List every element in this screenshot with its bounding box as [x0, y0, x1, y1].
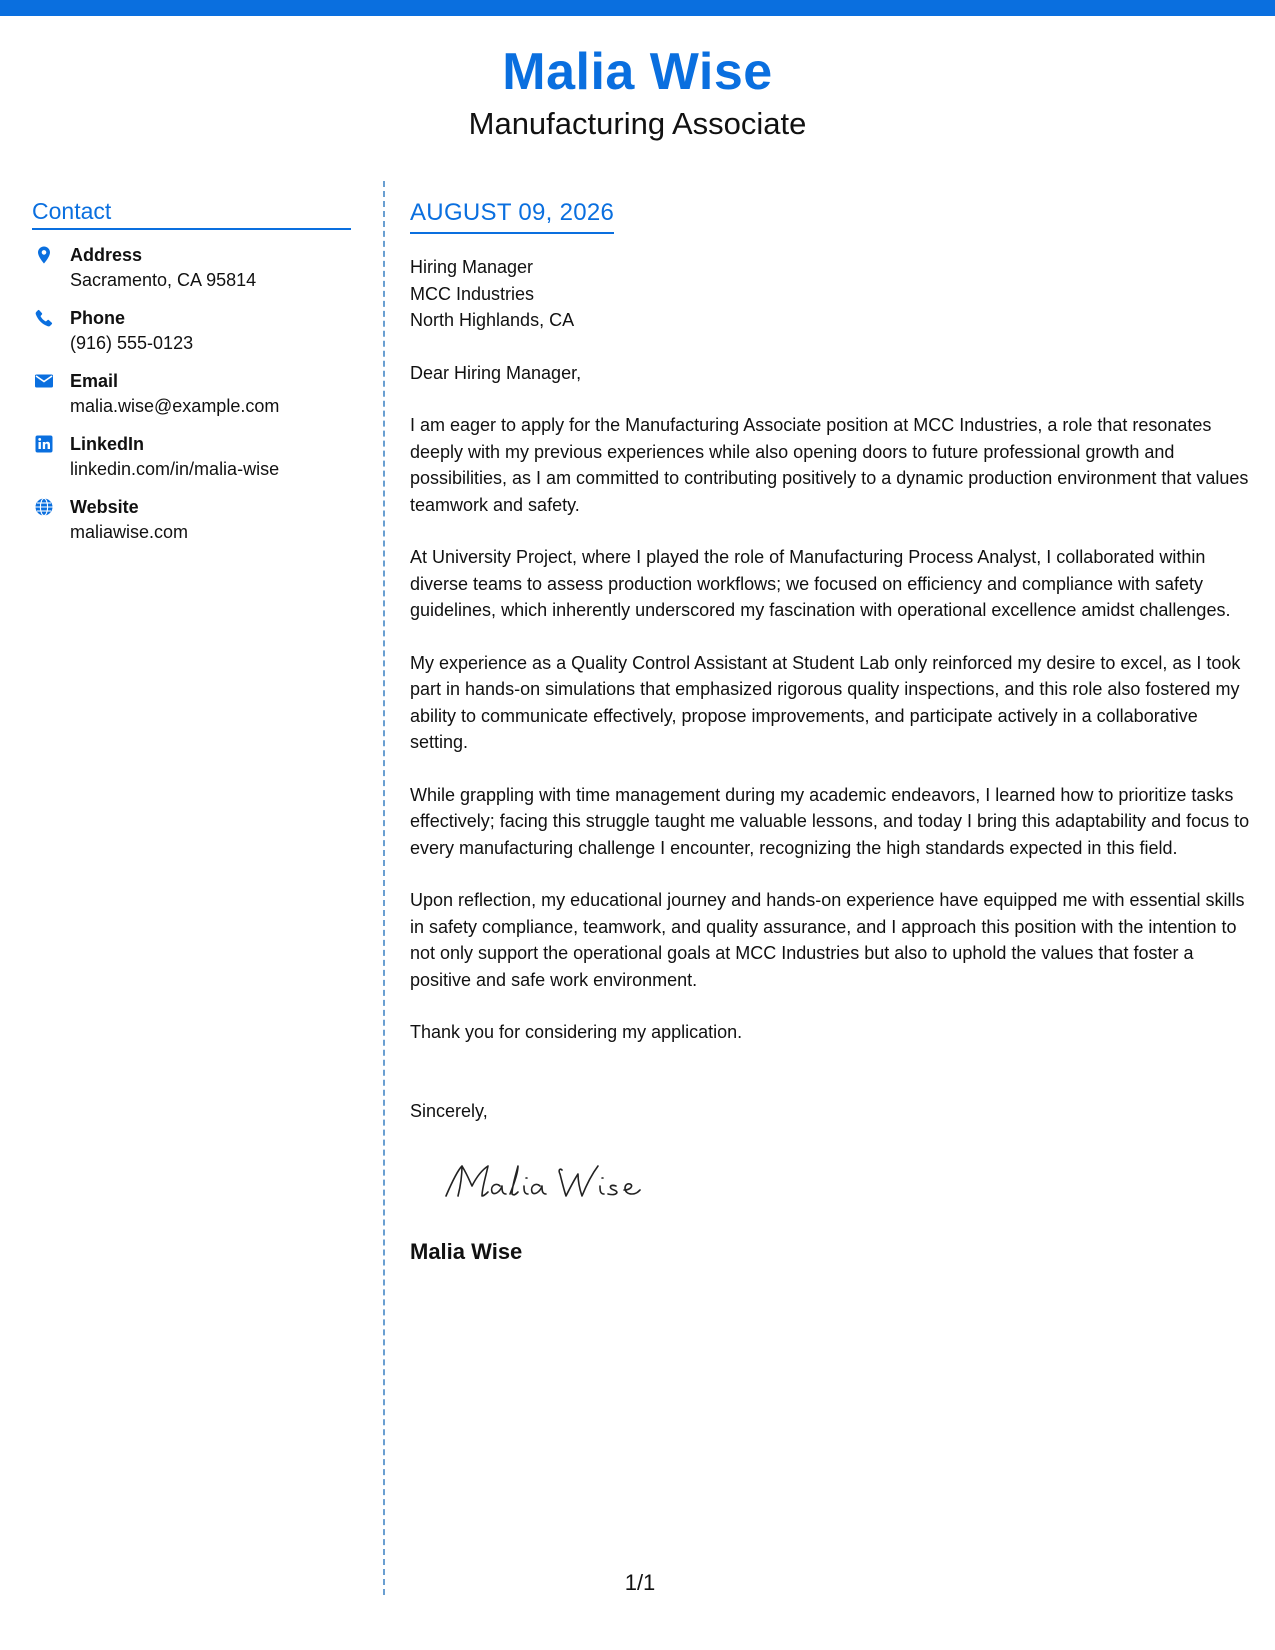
- recipient-block: [410, 254, 1250, 334]
- closing-salutation: Sincerely,: [410, 1100, 488, 1121]
- letter-body: [410, 196, 1250, 1267]
- closing-thanks: Thank you for considering my application.: [410, 1022, 743, 1042]
- body-paragraph: At University Project, where I played the role of Manufacturing Process Analyst, I collaborated within diverse teams to assess production workflows; we focused on efficiency and compliance with safety guidelines, which inherently underscored my fascination with operational excellence amidst challenges.: [410, 547, 1231, 620]
- contact-value[interactable]: linkedin.com/in/malia-wise: [70, 459, 280, 479]
- contact-label: Email: [70, 371, 119, 391]
- contact-website: [32, 495, 351, 545]
- contact-label: Phone: [70, 308, 126, 328]
- contact-label: LinkedIn: [70, 434, 145, 454]
- phone-icon: [34, 308, 54, 328]
- contact-email: [32, 369, 351, 419]
- contact-sidebar: [32, 195, 351, 545]
- signed-name: Malia Wise: [410, 1239, 523, 1264]
- contact-linkedin: [32, 432, 351, 482]
- linkedin-icon: [34, 434, 54, 454]
- page-number: 1/1: [624, 1570, 656, 1595]
- contact-phone: [32, 306, 351, 356]
- body-paragraph: I am eager to apply for the Manufacturing Associate position at MCC Industries, a role that resonates deeply with my previous experiences while also opening doors to future professional growth and possibilities, as I am committed to contributing positively to a dynamic production environment that values teamwork and safety.: [410, 415, 1249, 515]
- contact-value[interactable]: maliawise.com: [70, 522, 189, 542]
- contact-value: Sacramento, CA 95814: [70, 270, 257, 290]
- envelope-icon: [34, 371, 54, 391]
- contact-address: [32, 243, 351, 293]
- recipient-line: Hiring Manager: [410, 257, 534, 277]
- handwritten-signature: [440, 1152, 670, 1212]
- applicant-role: Manufacturing Associate: [468, 106, 807, 141]
- salutation: Dear Hiring Manager,: [410, 362, 582, 383]
- header: [0, 40, 1275, 144]
- body-paragraph: My experience as a Quality Control Assistant at Student Lab only reinforced my desire to excel, as I took part in hands-on simulations that emphasized rigorous quality inspections, and this role also fostered my ability to communicate effectively, propose improvements, and participate actively in a collaborative setting.: [410, 652, 1241, 752]
- contact-value[interactable]: malia.wise@example.com: [70, 396, 280, 416]
- contact-section-title: Contact: [32, 195, 351, 230]
- body-paragraph: Upon reflection, my educational journey and hands-on experience have equipped me with essential skills in safety compliance, teamwork, and quality assurance, and I approach this position with the intention to not only support the operational goals at MCC Industries but also to uphold the values that foster a positive and safe work environment.: [410, 890, 1245, 990]
- globe-icon: [34, 497, 54, 517]
- signature-text: Malia Wise: [440, 1210, 445, 1211]
- recipient-line: MCC Industries: [410, 283, 535, 304]
- contact-label: Address: [70, 245, 143, 265]
- contact-value: (916) 555-0123: [70, 333, 194, 353]
- top-accent-bar: [0, 0, 1275, 16]
- body-paragraph: While grappling with time management during my academic endeavors, I learned how to prioritize tasks effectively; facing this struggle taught me valuable lessons, and today I bring this adaptability and focus to every manufacturing challenge I encounter, recognizing the high standards expected in this field.: [410, 784, 1250, 858]
- contact-label: Website: [70, 497, 139, 517]
- map-pin-icon: [34, 245, 54, 265]
- letter-date: AUGUST 09, 2026: [410, 196, 614, 234]
- column-divider: [383, 181, 385, 1595]
- recipient-line: North Highlands, CA: [410, 310, 575, 330]
- applicant-name: Malia Wise: [502, 43, 773, 101]
